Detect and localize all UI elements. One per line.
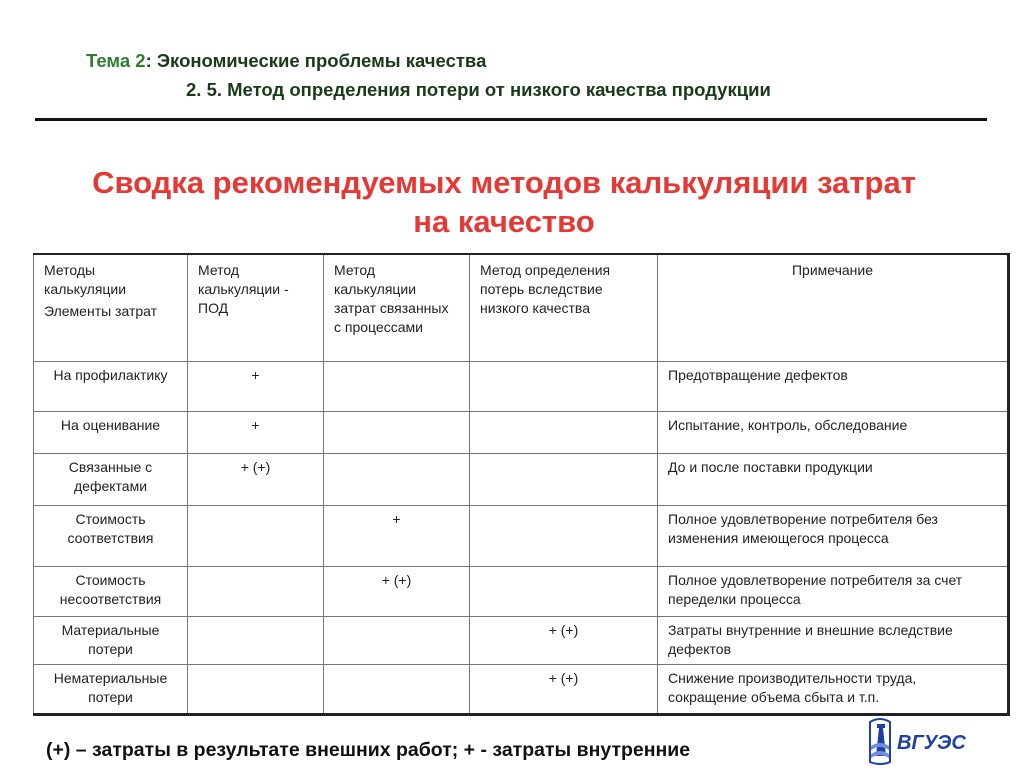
header-pod-method: Метод калькуляции - ПОД (188, 254, 324, 361)
row-process-mark (324, 411, 470, 453)
table-row (34, 453, 1009, 505)
row-note: Снижение производительности труда, сокращение объема сбыта и т.п. (658, 664, 1009, 714)
slide-title (20, 163, 988, 241)
row-element: Стоимость несоответствия (34, 566, 188, 616)
row-pod-mark: + (188, 361, 324, 411)
table-row (34, 411, 1009, 453)
slide-title-line-2: на качество (413, 204, 595, 239)
row-element: На профилактику (34, 361, 188, 411)
row-loss-mark (470, 453, 658, 505)
row-pod-mark: + (188, 411, 324, 453)
legend-footnote: (+) – затраты в результате внешних работ; + - затраты внутренние (46, 739, 691, 761)
row-note: Полное удовлетворение потребителя без изменения имеющегося процесса (658, 505, 1009, 566)
row-element: Нематериальные потери (34, 664, 188, 714)
row-loss-mark (470, 505, 658, 566)
lighthouse-emblem-icon (870, 719, 890, 764)
table-row (34, 566, 1009, 616)
row-element: Стоимость соответствия (34, 505, 188, 566)
header-process-method: Метод калькуляции затрат связанных с процессами (324, 254, 470, 361)
header-elements-label: Элементы затрат (44, 303, 158, 319)
table-row (34, 505, 1009, 566)
row-process-mark (324, 664, 470, 714)
row-pod-mark (188, 664, 324, 714)
topic-heading (86, 50, 486, 72)
row-note: Полное удовлетворение потребителя за счет переделки процесса (658, 566, 1009, 616)
slide-title-line-1: Сводка рекомендуемых методов калькуляции затрат (92, 165, 916, 200)
row-note: Испытание, контроль, обследование (658, 411, 1009, 453)
row-element: Связанные с дефектами (34, 453, 188, 505)
row-pod-mark: + (+) (188, 453, 324, 505)
topic-label: Тема 2 (86, 50, 146, 71)
header-divider (35, 118, 987, 121)
header-corner-cell (34, 254, 188, 361)
table-header-row (34, 254, 1009, 361)
subtopic-heading: 2. 5. Метод определения потери от низкого качества продукции (186, 79, 771, 100)
row-pod-mark (188, 566, 324, 616)
table-row (34, 361, 1009, 411)
row-process-mark: + (+) (324, 566, 470, 616)
row-loss-mark (470, 566, 658, 616)
row-process-mark: + (324, 505, 470, 566)
table-row (34, 616, 1009, 664)
row-process-mark (324, 616, 470, 664)
row-pod-mark (188, 616, 324, 664)
header-note: Примечание (658, 254, 1009, 361)
row-note: Предотвращение дефектов (658, 361, 1009, 411)
topic-title: : Экономические проблемы качества (145, 50, 487, 71)
header-methods-label: Методы калькуляции (44, 262, 127, 297)
row-loss-mark (470, 361, 658, 411)
table-row (34, 664, 1009, 714)
row-note: До и после поставки продукции (658, 453, 1009, 505)
row-pod-mark (188, 505, 324, 566)
row-process-mark (324, 453, 470, 505)
row-loss-mark: + (+) (470, 616, 658, 664)
row-loss-mark (470, 411, 658, 453)
row-loss-mark: + (+) (470, 664, 658, 714)
row-element: На оценивание (34, 411, 188, 453)
logo-wordmark: ВГУЭС (897, 732, 966, 754)
row-note: Затраты внутренние и внешние вследствие дефектов (658, 616, 1009, 664)
header-loss-method: Метод определения потерь вследствие низкого качества (470, 254, 658, 361)
university-logo (864, 716, 990, 766)
row-element: Материальные потери (34, 616, 188, 664)
row-process-mark (324, 361, 470, 411)
cost-methods-table (33, 253, 1010, 716)
